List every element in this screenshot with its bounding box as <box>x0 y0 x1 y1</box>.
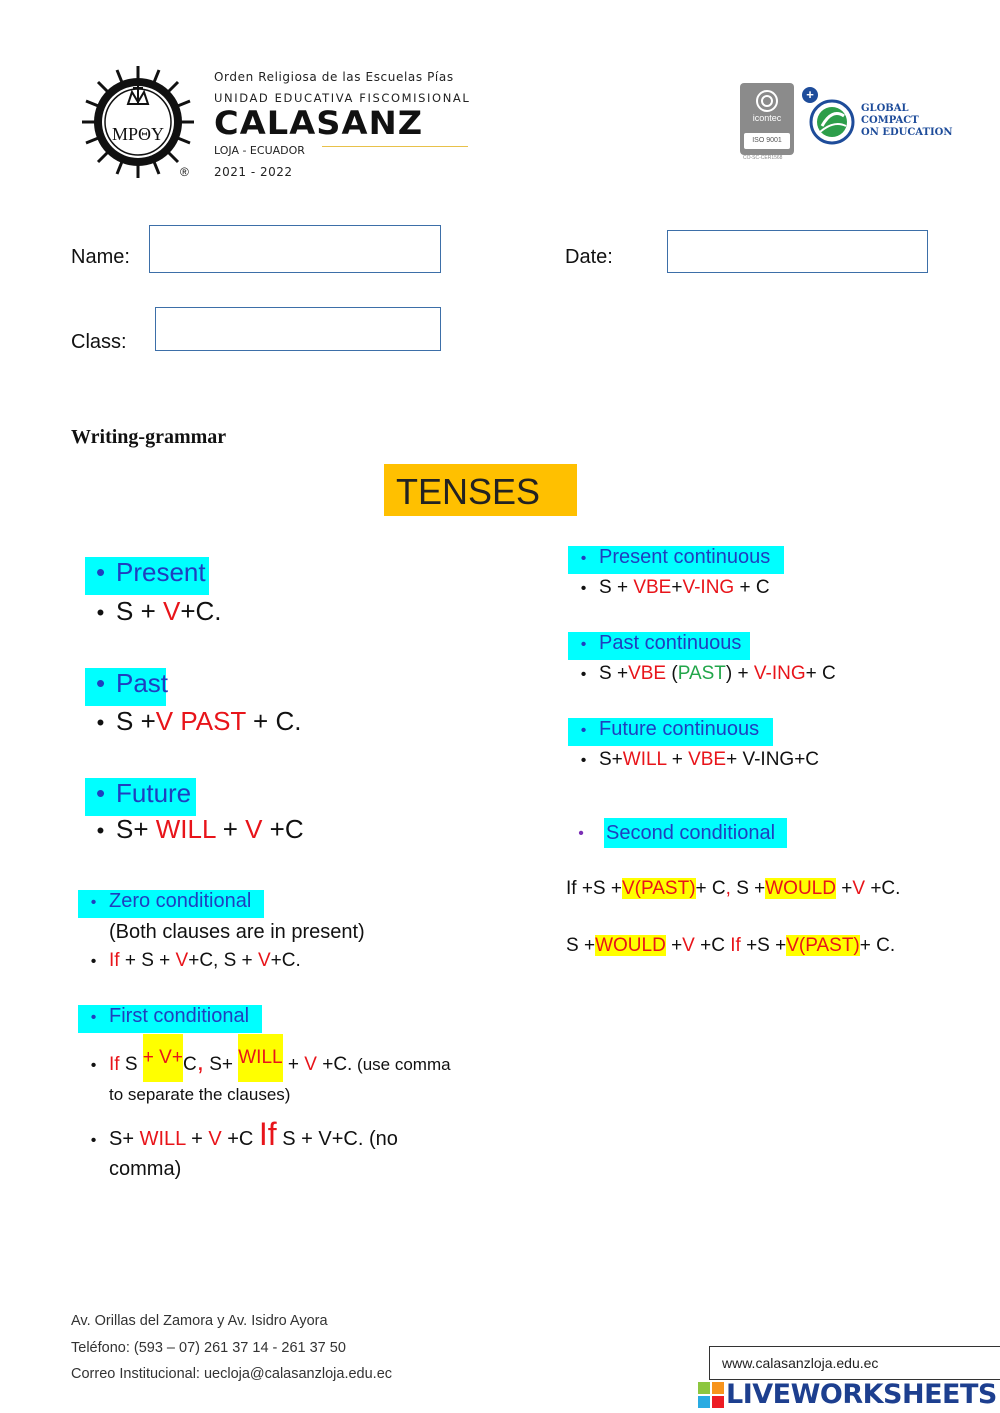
icontec-certification-logo <box>740 83 794 155</box>
gc-line-2: COMPACT <box>861 115 919 126</box>
section-title: Writing-grammar <box>71 426 227 448</box>
future-formula: • S+ WILL + V +C <box>96 814 304 844</box>
school-name: CALASANZ <box>214 104 424 142</box>
zero-conditional-note: (Both clauses are in present) <box>109 921 365 943</box>
future-title: Future <box>116 778 192 808</box>
icontec-code: CO-SC-CER1568 <box>743 155 783 161</box>
liveworksheets-brand[interactable] <box>698 1378 1000 1413</box>
future-continuous-heading: • Future continuous <box>568 718 773 746</box>
class-input[interactable] <box>155 307 441 351</box>
future-continuous-formula: • S+WILL + VBE+ V-ING+C <box>580 749 820 770</box>
gc-line-1: GLOBAL <box>861 103 909 114</box>
date-label: Date: <box>565 246 613 268</box>
second-conditional-title: Second conditional <box>604 818 787 848</box>
zero-conditional-title: Zero conditional <box>109 890 252 912</box>
institution-type: UNIDAD EDUCATIVA FISCOMISIONAL <box>214 91 471 105</box>
past-formula: • S +V PAST + C. <box>96 706 302 736</box>
first-conditional-note-2: comma) <box>109 1158 182 1180</box>
present-continuous-formula: • S + VBE+V-ING + C <box>580 577 770 598</box>
school-city: LOJA - ECUADOR <box>214 144 305 157</box>
footer-email: Correo Institucional: uecloja@calasanzloja.edu.ec <box>71 1366 393 1382</box>
first-conditional-formula-1: • If S + V+C, S+ WILL + V +C. (use comma <box>78 1046 451 1082</box>
first-conditional-formula-2: • S+ WILL + V +C If S + V+C. (no <box>90 1116 398 1152</box>
future-continuous-title: Future continuous <box>599 718 760 740</box>
zero-conditional-heading: • Zero conditional <box>78 890 264 918</box>
school-year: 2021 - 2022 <box>214 165 293 179</box>
past-continuous-title: Past continuous <box>599 632 742 654</box>
icontec-name: icontec <box>752 113 782 123</box>
plus-icon: + <box>802 87 818 103</box>
name-label: Name: <box>71 246 130 268</box>
present-heading: • Present <box>85 557 209 595</box>
second-conditional-formula-1: If +S +V(PAST)+ C, S +WOULD +V +C. <box>566 878 901 899</box>
icontec-iso: ISO 9001 <box>744 133 790 149</box>
order-name: Orden Religiosa de las Escuelas Pías <box>214 70 454 84</box>
gc-line-3: ON EDUCATION <box>861 127 953 138</box>
present-continuous-heading: • Present continuous <box>568 546 784 574</box>
school-seal-logo <box>80 64 196 180</box>
global-compact-logo <box>808 98 856 146</box>
past-heading: • Past <box>85 668 166 706</box>
main-title: TENSES <box>384 464 577 516</box>
class-label: Class: <box>71 331 127 353</box>
past-continuous-formula: • S +VBE (PAST) + V-ING+ C <box>580 663 836 684</box>
seal-monogram: MPΘY <box>111 124 165 144</box>
present-formula: • S + V+C. <box>96 596 222 626</box>
website-link[interactable]: www.calasanzloja.edu.ec <box>709 1346 1000 1380</box>
first-conditional-heading: • First conditional <box>78 1005 262 1033</box>
name-input[interactable] <box>149 225 441 273</box>
zero-conditional-formula: • If + S + V+C, S + V+C. <box>90 950 301 971</box>
past-title: Past <box>116 668 169 698</box>
registered-mark: ® <box>180 165 189 179</box>
first-conditional-note: to separate the clauses) <box>109 1085 291 1104</box>
second-conditional-formula-2: S +WOULD +V +C If +S +V(PAST)+ C. <box>566 935 896 956</box>
liveworksheets-icon <box>698 1382 724 1408</box>
liveworksheets-wordmark: LIVEWORKSHEETS <box>726 1379 997 1410</box>
present-title: Present <box>116 557 206 587</box>
second-conditional-bullet: • <box>578 825 584 842</box>
footer-address: Av. Orillas del Zamora y Av. Isidro Ayora <box>71 1313 328 1329</box>
date-input[interactable] <box>667 230 928 273</box>
first-conditional-title: First conditional <box>109 1005 250 1027</box>
icontec-rings-icon <box>755 89 779 113</box>
present-continuous-title: Present continuous <box>599 546 771 568</box>
footer-phone: Teléfono: (593 – 07) 261 37 14 - 261 37 50 <box>71 1340 346 1356</box>
header-rule <box>322 146 468 147</box>
past-continuous-heading: • Past continuous <box>568 632 750 660</box>
future-heading: • Future <box>85 778 196 816</box>
